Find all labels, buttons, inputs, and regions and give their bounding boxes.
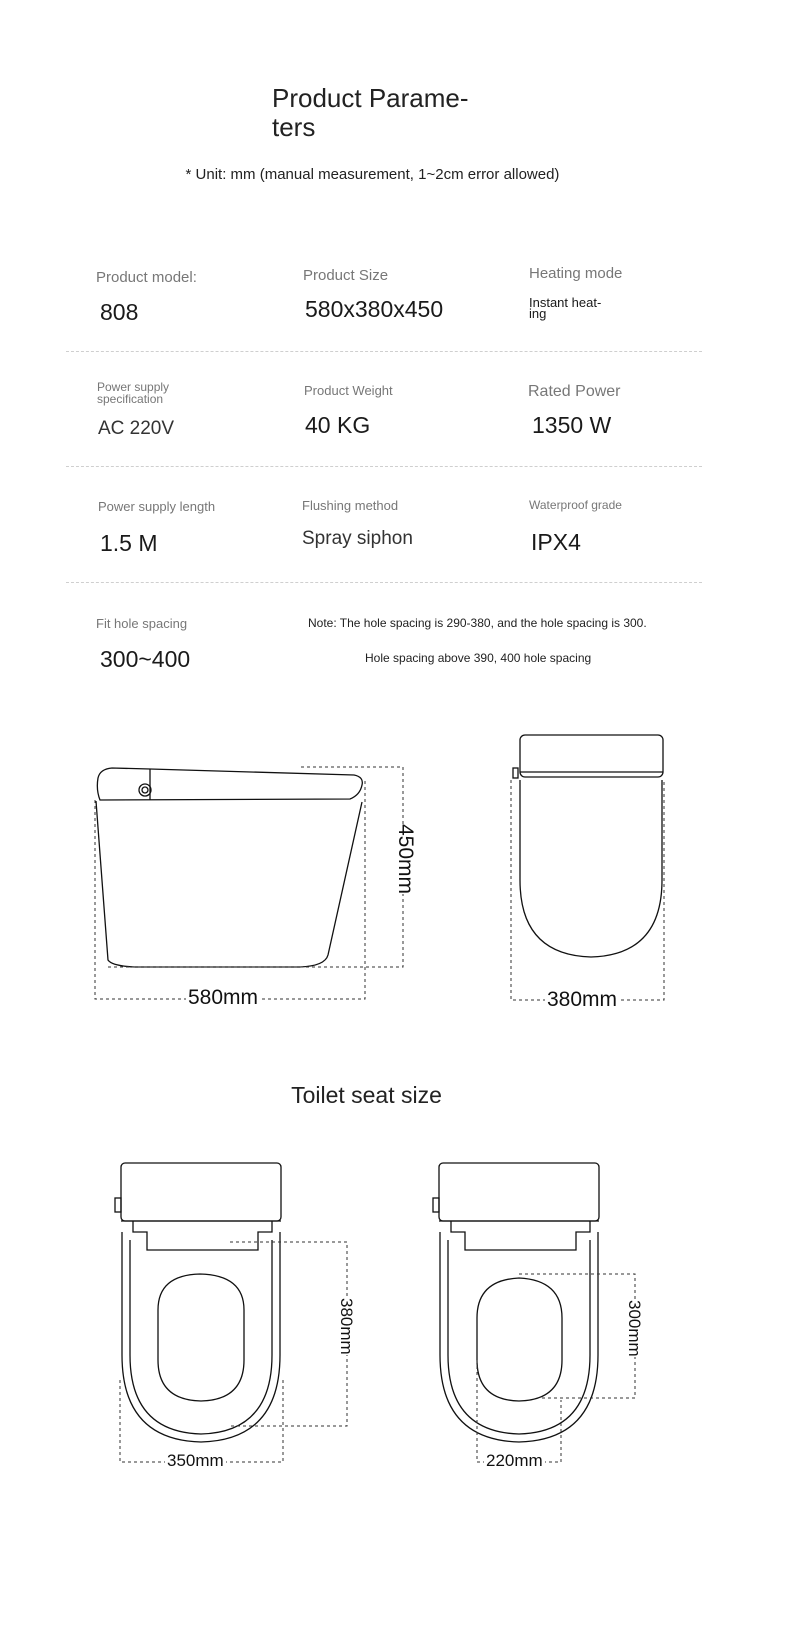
param-value-rated-power: 1350 W: [532, 412, 612, 438]
param-label-power-length: Power supply length: [98, 499, 216, 514]
param-value-power-spec: AC 220V: [98, 418, 175, 439]
hole-note-line1: Note: The hole spacing is 290-380, and the hole spacing is 300.: [308, 616, 647, 630]
param-value-model: 808: [100, 299, 139, 325]
param-value-weight: 40 KG: [305, 412, 371, 438]
param-value-power-length: 1.5 M: [100, 530, 158, 556]
param-label-hole-spacing: Fit hole spacing: [96, 616, 188, 631]
param-label-weight: Product Weight: [304, 383, 393, 398]
hole-note-line2: Hole spacing above 390, 400 hole spacing: [365, 651, 592, 665]
param-label-size: Product Size: [303, 267, 389, 284]
page-title: Product Parame- ters: [272, 83, 469, 142]
param-value-waterproof: IPX4: [531, 529, 581, 555]
dim-seat-inner-length: 300mm: [622, 1300, 646, 1357]
param-label-model: Product model:: [96, 269, 197, 286]
param-value-hole-spacing: 300~400: [100, 646, 191, 672]
dim-width: 380mm: [547, 988, 618, 1011]
param-value-size: 580x380x450: [305, 296, 444, 322]
seat-inner-drawing: [433, 1163, 635, 1462]
param-label-power-spec: Power supply specification: [97, 380, 170, 406]
seat-outer-drawing: [115, 1163, 347, 1462]
unit-note: * Unit: mm (manual measurement, 1~2cm error allowed): [185, 166, 560, 183]
param-label-waterproof: Waterproof grade: [529, 498, 622, 512]
param-label-heating: Heating mode: [529, 265, 623, 282]
dim-seat-inner-width: 220mm: [486, 1451, 543, 1470]
dim-length: 580mm: [188, 986, 259, 1009]
param-label-flushing: Flushing method: [302, 498, 399, 513]
side-view-drawing: [95, 767, 403, 999]
param-label-rated-power: Rated Power: [528, 383, 621, 400]
seat-section-title: Toilet seat size: [291, 1082, 442, 1108]
param-value-heating: Instant heat- ing: [529, 295, 602, 321]
front-view-drawing: [511, 735, 664, 1000]
dim-seat-outer-length: 380mm: [334, 1298, 358, 1355]
param-value-flushing: Spray siphon: [302, 528, 413, 549]
dim-seat-outer-width: 350mm: [167, 1451, 224, 1470]
dim-height: 450mm: [391, 824, 419, 894]
